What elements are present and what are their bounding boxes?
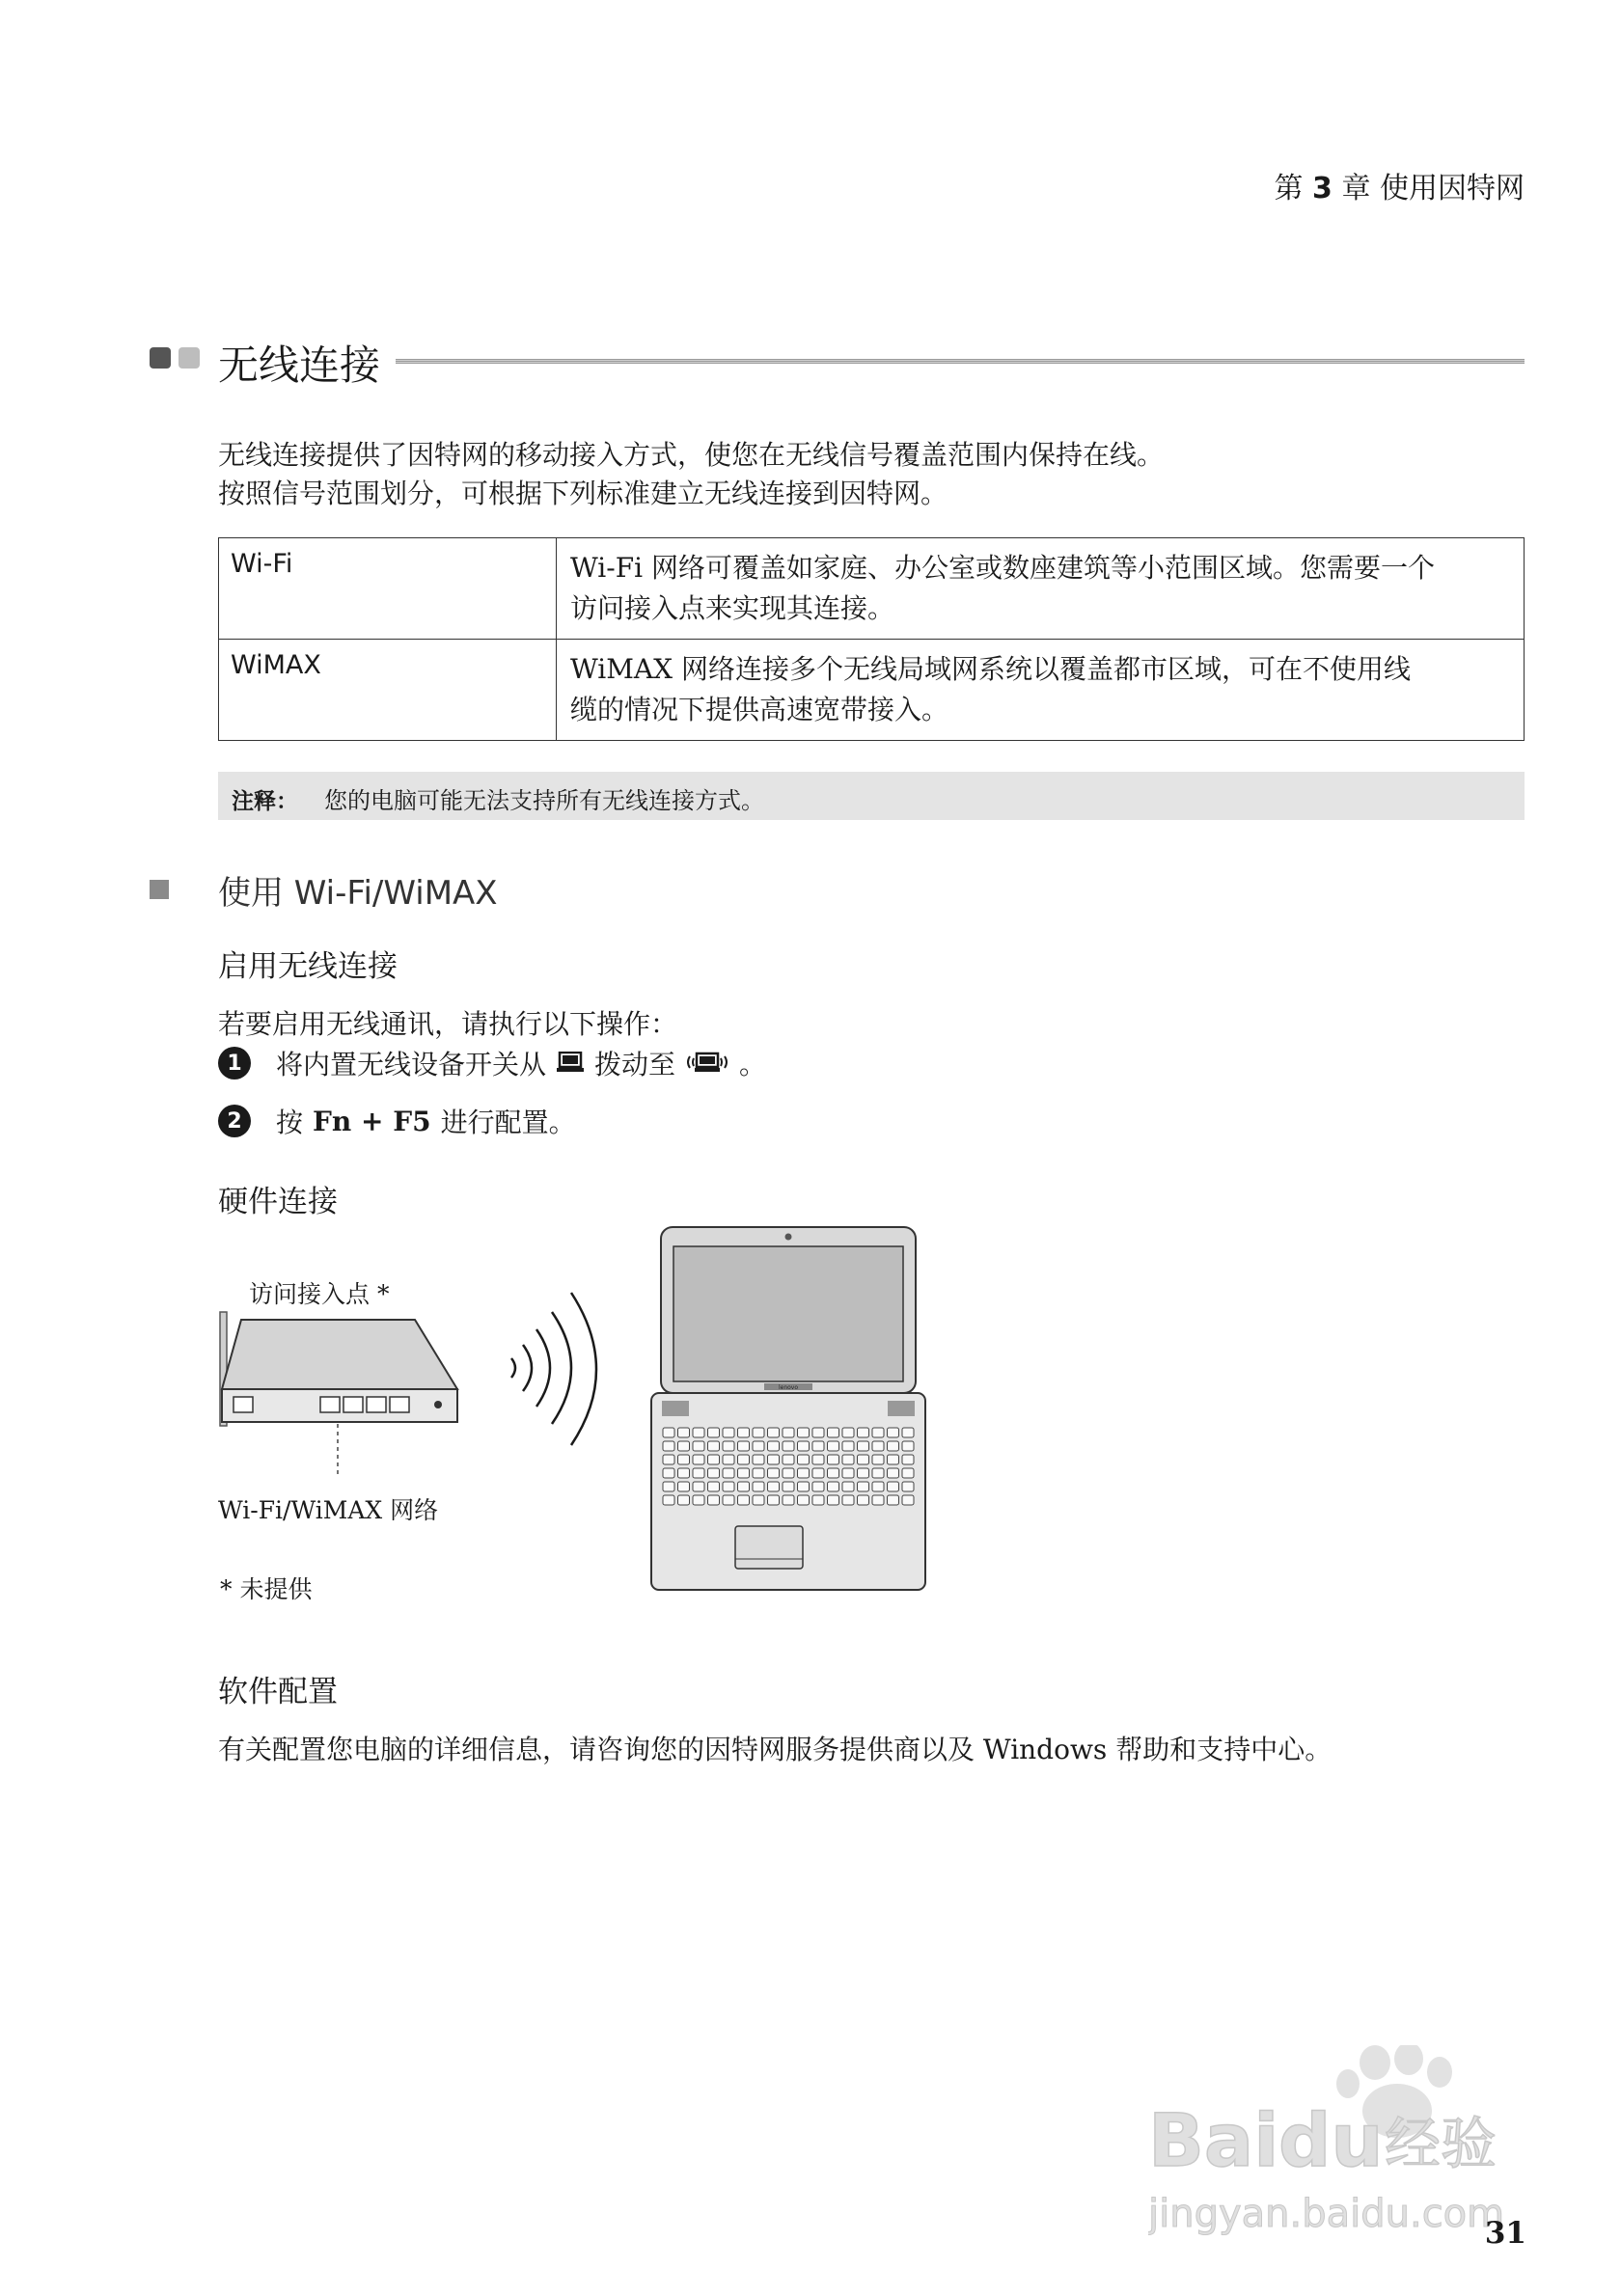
watermark-url: jingyan.baidu.com — [1148, 2192, 1505, 2236]
step-1 — [218, 1044, 766, 1082]
chapter-number: 3 — [1312, 172, 1333, 205]
step-1-text: 将内置无线设备开关从 — [276, 1049, 547, 1080]
key-combo: Fn + F5 — [313, 1105, 431, 1137]
note-box — [218, 772, 1525, 820]
router-icon — [220, 1312, 457, 1478]
table-cell-key: Wi-Fi — [219, 538, 557, 640]
hardware-diagram — [212, 1225, 946, 1592]
subsection-title: 使用 Wi-Fi/WiMAX — [218, 874, 498, 913]
table-row — [219, 640, 1525, 741]
chapter-prefix: 第 — [1274, 172, 1304, 205]
intro-paragraph — [218, 436, 1164, 513]
step-1-text-mid: 拨动至 — [594, 1049, 676, 1080]
wireless-off-icon — [556, 1048, 585, 1080]
chapter-title: 章 使用因特网 — [1341, 172, 1525, 205]
step-number-2: 2 — [218, 1105, 251, 1137]
footnote: * 未提供 — [220, 1575, 313, 1603]
step-number-1: 1 — [218, 1047, 251, 1080]
step-2-text: 按 — [276, 1107, 304, 1138]
hardware-connection-heading: 硬件连接 — [218, 1185, 338, 1219]
watermark-brand: Bai — [1148, 2097, 1279, 2183]
chapter-header — [1274, 164, 1525, 206]
step-2 — [218, 1102, 576, 1140]
network-label: Wi-Fi/WiMAX 网络 — [218, 1496, 439, 1524]
wireless-on-icon — [685, 1048, 729, 1080]
section-divider — [396, 359, 1525, 364]
access-point-label: 访问接入点 * — [249, 1280, 390, 1308]
table-row — [219, 538, 1525, 640]
baidu-watermark — [1148, 2045, 1534, 2248]
intro-line-2: 按照信号范围划分，可根据下列标准建立无线连接到因特网。 — [218, 478, 948, 509]
description-line: Wi-Fi 网络可覆盖如家庭、办公室或数座建筑等小范围区域。您需要一个 — [570, 552, 1435, 584]
step-2-text-end: 进行配置。 — [440, 1107, 576, 1138]
svg-text:du: du — [1278, 2097, 1384, 2183]
page-number: 31 — [1484, 2216, 1526, 2251]
subsection-bullet-icon — [150, 880, 169, 899]
wireless-signal-icon — [511, 1293, 596, 1445]
note-label: 注释： — [232, 789, 298, 814]
note-text: 您的电脑可能无法支持所有无线连接方式。 — [324, 787, 764, 814]
software-configuration-heading: 软件配置 — [218, 1675, 338, 1709]
laptop-brand: lenovo — [778, 1384, 799, 1391]
steps-intro: 若要启用无线通讯，请执行以下操作： — [218, 1008, 678, 1040]
table-cell-description — [557, 640, 1525, 741]
connection-types-table — [218, 537, 1525, 741]
laptop-icon — [651, 1227, 925, 1590]
table-cell-description — [557, 538, 1525, 640]
enable-wireless-heading: 启用无线连接 — [218, 949, 398, 984]
section-title: 无线连接 — [218, 342, 381, 389]
step-1-text-end: 。 — [739, 1049, 767, 1080]
watermark-suffix: 经验 — [1385, 2111, 1497, 2176]
description-line: 缆的情况下提供高速宽带接入。 — [570, 694, 949, 725]
intro-line-1: 无线连接提供了因特网的移动接入方式，使您在无线信号覆盖范围内保持在线。 — [218, 439, 1165, 471]
table-cell-key: WiMAX — [219, 640, 557, 741]
software-configuration-text: 有关配置您电脑的详细信息，请咨询您的因特网服务提供商以及 Windows 帮助和支持中心。 — [218, 1734, 1333, 1765]
description-line: WiMAX 网络连接多个无线局域网系统以覆盖都市区域，可在不使用线 — [570, 653, 1411, 685]
description-line: 访问接入点来实现其连接。 — [570, 592, 895, 624]
